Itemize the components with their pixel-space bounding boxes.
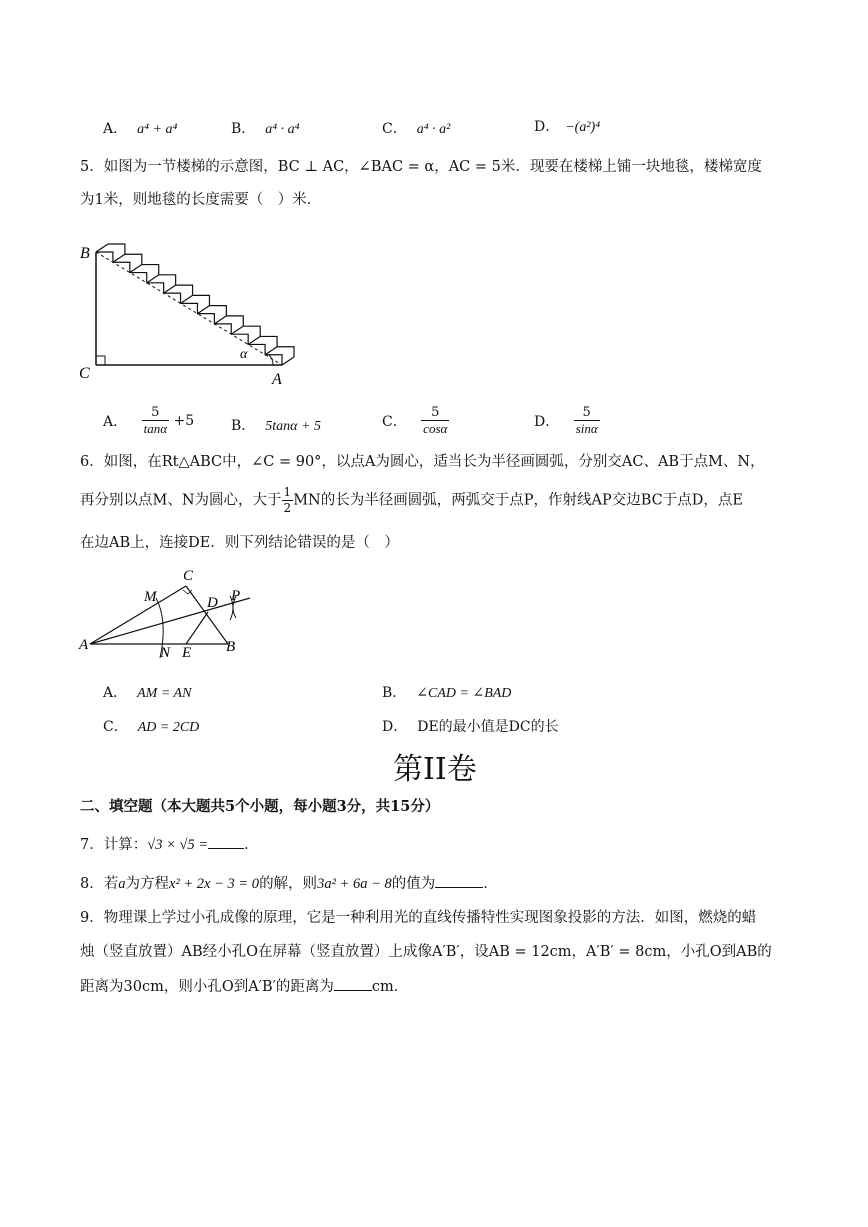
q8-answer-blank[interactable] [435, 873, 483, 888]
q6-option-b: B． ∠CAD = ∠BAD [382, 685, 512, 701]
stair-edge [214, 316, 226, 324]
q5-option-d: D． $\frac{5}{\sin\alpha}$ [534, 405, 598, 436]
stair-edge [231, 326, 243, 334]
q6-option-c: C． AD = 2CD [103, 719, 200, 735]
stair-edge [113, 254, 125, 262]
q9-answer-blank[interactable] [334, 976, 372, 991]
q5-option-b: B． 5tanα + 5 [231, 418, 321, 434]
stair-edge [248, 336, 260, 344]
label-A: A [272, 371, 282, 388]
label-M: M [144, 589, 157, 605]
stair-edge [282, 357, 294, 365]
label-E: E [182, 645, 192, 661]
stair-edge [147, 275, 159, 283]
q6-option-d: D． DE的最小值是DC的长 [382, 719, 559, 735]
q4-option-a: A． a⁴ + a⁴ [103, 121, 178, 137]
stair-edge [164, 285, 176, 293]
q6-question-line3: 在边AB上，连接DE．则下列结论错误的是（ ） [80, 535, 399, 551]
stair-edge [181, 295, 193, 303]
label-N: N [160, 645, 171, 661]
stair-edge [130, 265, 142, 273]
q4-option-b: B． a⁴ · a⁴ [231, 121, 300, 137]
q9-question-line3: 距离为30cm，则小孔O到A′B′的距离为 cm． [80, 976, 408, 997]
q4-option-d: D． −(a²)⁴ [534, 119, 601, 135]
q5-option-a: A． $\frac{5}{\tan\alpha}$ +5 [103, 405, 195, 436]
q4-option-c: C． a⁴ · a² [382, 121, 451, 137]
part2-title: 第II卷 [393, 752, 477, 787]
stair-back [108, 244, 294, 357]
q5-question-line1: 5．如图为一节楼梯的示意图，BC ⊥ AC，∠BAC = α，AC = 5米．现要在楼梯上铺一块地毯，楼梯宽度 [80, 159, 762, 175]
label-alpha: α [240, 347, 248, 362]
q9-question-line1: 9．物理课上学过小孔成像的原理，它是一种利用光的直线传播特性实现图象投影的方法．如图，燃烧的蜡 [80, 910, 757, 926]
stair-edge [265, 347, 277, 355]
stair-edge [197, 306, 209, 314]
q6-question-line1: 6．如图，在Rt△ABC中，∠C = 90°，以点A为圆心，适当长为半径画圆弧，分别交AC、AB于点M、N， [80, 454, 765, 470]
q6-option-a: A． AM = AN [103, 685, 192, 701]
q5-option-c: C． $\frac{5}{\cos\alpha}$ [382, 405, 448, 436]
label-B: B [80, 245, 90, 262]
label-C: C [79, 365, 90, 382]
q6-question-line2: 再分别以点M、N为圆心，大于 $\frac{1}{2}$ MN的长为半径画圆弧，两弧交于点P，作射线AP交边BC于点D，点E [80, 485, 743, 515]
q7-answer-blank[interactable] [208, 834, 244, 849]
stair-edge [96, 244, 108, 252]
section-heading: 二、填空题（本大题共5个小题，每小题3分，共15分） [80, 798, 440, 815]
triangle-construction-figure [76, 566, 258, 662]
staircase-figure [74, 222, 306, 390]
q7-question: 7．计算：√3 × √5 = ． [80, 834, 259, 855]
q8-question: 8．若a为方程x² + 2x − 3 = 0的解，则3a² + 6a − 8的值为 ． [80, 873, 498, 894]
q5-question-line2: 为1米，则地毯的长度需要（ ）米． [80, 192, 322, 208]
label-P: P [231, 588, 241, 604]
label-B: B [226, 639, 236, 655]
label-A: A [79, 637, 89, 653]
label-D: D [207, 595, 218, 611]
label-C: C [183, 568, 194, 584]
q9-question-line2: 烛（竖直放置）AB经小孔O在屏幕（竖直放置）上成像A′B′，设AB = 12cm，A′B′ = 8cm，小孔O到AB的 [80, 944, 772, 960]
